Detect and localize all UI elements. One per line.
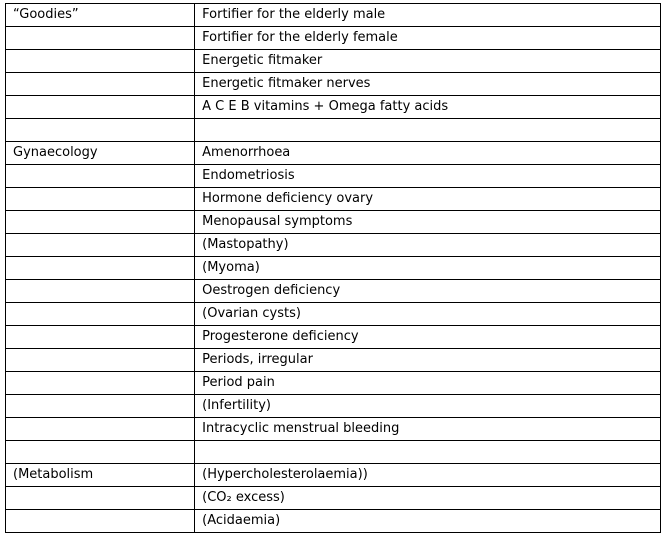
category-cell: [6, 27, 195, 50]
table-row: [6, 349, 661, 372]
category-cell: (Metabolism: [6, 464, 195, 487]
item-cell: Energetic fitmaker nerves: [195, 73, 661, 96]
table-row: [6, 510, 661, 533]
table-row: [6, 464, 661, 487]
item-cell: (Infertility): [195, 395, 661, 418]
category-cell: [6, 372, 195, 395]
item-cell: Endometriosis: [195, 165, 661, 188]
item-cell: Oestrogen deficiency: [195, 280, 661, 303]
table-row: [6, 326, 661, 349]
table-row: [6, 142, 661, 165]
item-cell: Energetic fitmaker: [195, 50, 661, 73]
table-row: [6, 165, 661, 188]
category-cell: [6, 211, 195, 234]
item-cell: Period pain: [195, 372, 661, 395]
table-row: [6, 73, 661, 96]
category-cell: [6, 165, 195, 188]
item-cell: [195, 441, 661, 464]
table-row: [6, 234, 661, 257]
category-cell: [6, 418, 195, 441]
item-cell: Progesterone deficiency: [195, 326, 661, 349]
category-cell: [6, 349, 195, 372]
category-cell: [6, 510, 195, 533]
category-cell: [6, 96, 195, 119]
item-cell: [195, 119, 661, 142]
item-cell: (Ovarian cysts): [195, 303, 661, 326]
category-cell: [6, 257, 195, 280]
category-cell: [6, 487, 195, 510]
category-cell: Gynaecology: [6, 142, 195, 165]
table-row: [6, 280, 661, 303]
category-cell: [6, 441, 195, 464]
item-cell: Amenorrhoea: [195, 142, 661, 165]
item-cell: (CO₂ excess): [195, 487, 661, 510]
table-row: [6, 441, 661, 464]
category-cell: [6, 119, 195, 142]
item-cell: Menopausal symptoms: [195, 211, 661, 234]
item-cell: Periods, irregular: [195, 349, 661, 372]
category-cell: “Goodies”: [6, 4, 195, 27]
table-body: [6, 4, 661, 533]
category-cell: [6, 395, 195, 418]
item-cell: (Myoma): [195, 257, 661, 280]
item-cell: Intracyclic menstrual bleeding: [195, 418, 661, 441]
table-row: [6, 257, 661, 280]
table-row: [6, 96, 661, 119]
category-cell: [6, 303, 195, 326]
table-row: [6, 188, 661, 211]
item-cell: (Acidaemia): [195, 510, 661, 533]
table-row: [6, 418, 661, 441]
category-cell: [6, 326, 195, 349]
table-row: [6, 27, 661, 50]
indications-table: [5, 3, 661, 533]
item-cell: (Mastopathy): [195, 234, 661, 257]
category-cell: [6, 73, 195, 96]
table-row: [6, 119, 661, 142]
item-cell: Hormone deficiency ovary: [195, 188, 661, 211]
table-row: [6, 395, 661, 418]
item-cell: (Hypercholesterolaemia)): [195, 464, 661, 487]
table-row: [6, 487, 661, 510]
item-cell: A C E B vitamins + Omega fatty acids: [195, 96, 661, 119]
table-row: [6, 372, 661, 395]
table-row: [6, 303, 661, 326]
category-cell: [6, 188, 195, 211]
item-cell: Fortifier for the elderly male: [195, 4, 661, 27]
category-cell: [6, 234, 195, 257]
category-cell: [6, 50, 195, 73]
table-row: [6, 50, 661, 73]
category-cell: [6, 280, 195, 303]
item-cell: Fortifier for the elderly female: [195, 27, 661, 50]
table-row: [6, 4, 661, 27]
table-row: [6, 211, 661, 234]
